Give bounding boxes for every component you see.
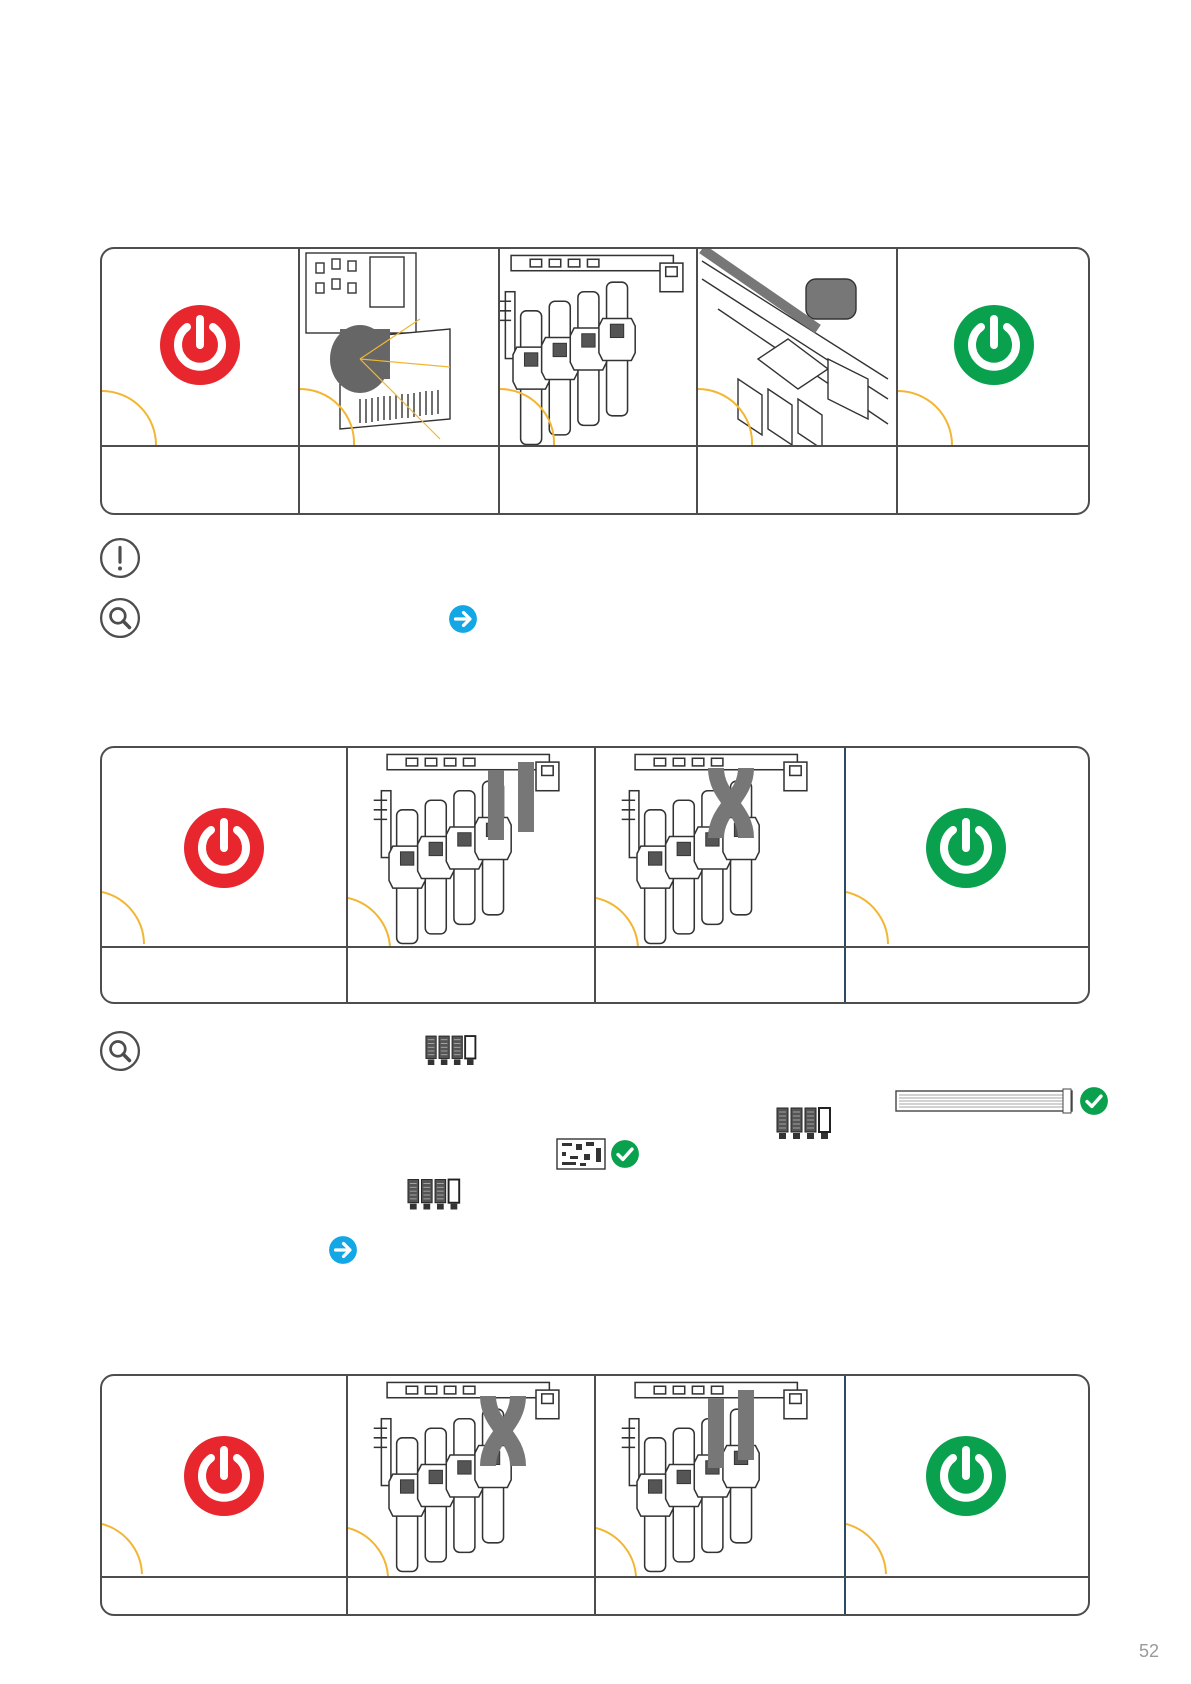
corner-accent [846, 1522, 906, 1582]
corner-accent [846, 890, 906, 950]
corner-accent [102, 389, 162, 449]
power-off-icon [184, 808, 264, 888]
step-5-power-on [898, 249, 1088, 447]
ribbon-cable-icon [895, 1088, 1075, 1114]
circuit-board-icon [556, 1138, 606, 1170]
step-1-power-off [102, 1376, 346, 1576]
section-2-panel [100, 746, 1090, 1004]
caption-divider [102, 946, 1088, 948]
cables-crossed-illustration [348, 1376, 594, 1576]
step-3-cables-straight [596, 1376, 844, 1576]
cables-illustration [500, 249, 696, 447]
exclamation-icon [99, 537, 141, 579]
section-3-panel [100, 1374, 1090, 1616]
step-2-cables-crossed [348, 1376, 594, 1576]
step-3-cables-crossed [596, 748, 844, 946]
psu-illustration [300, 249, 498, 447]
connector-block-icon [425, 1035, 481, 1067]
corner-accent [102, 1522, 162, 1582]
power-on-icon [954, 305, 1034, 385]
arrow-right-icon[interactable] [328, 1235, 358, 1265]
step-1-power-off [102, 249, 298, 447]
page-number: 52 [1138, 1641, 1159, 1661]
connector-block-icon [776, 1107, 836, 1141]
cables-straight-illustration [596, 1376, 844, 1576]
cables-straight-illustration [348, 748, 594, 946]
magnifier-icon [99, 1030, 141, 1072]
connector-block-icon [407, 1178, 465, 1212]
step-4-power-on [846, 748, 1088, 946]
caption-divider [102, 445, 1088, 447]
step-2-cables-straight [348, 748, 594, 946]
checkmark-icon [610, 1139, 640, 1169]
checkmark-icon [1079, 1086, 1109, 1116]
step-1-power-off [102, 748, 346, 946]
step-4-slot-illustration [698, 249, 896, 447]
magnifier-icon [99, 597, 141, 639]
caption-divider [102, 1576, 1088, 1578]
arrow-right-icon[interactable] [448, 604, 478, 634]
slot-illustration [698, 249, 896, 447]
corner-accent [898, 389, 958, 449]
power-off-icon [160, 305, 240, 385]
step-2-psu-illustration [300, 249, 498, 447]
power-off-icon [184, 1436, 264, 1516]
section-1-panel [100, 247, 1090, 515]
step-4-power-on [846, 1376, 1088, 1576]
power-on-icon [926, 808, 1006, 888]
step-3-cables-illustration [500, 249, 696, 447]
corner-accent [102, 890, 162, 950]
power-on-icon [926, 1436, 1006, 1516]
cables-crossed-illustration [596, 748, 844, 946]
